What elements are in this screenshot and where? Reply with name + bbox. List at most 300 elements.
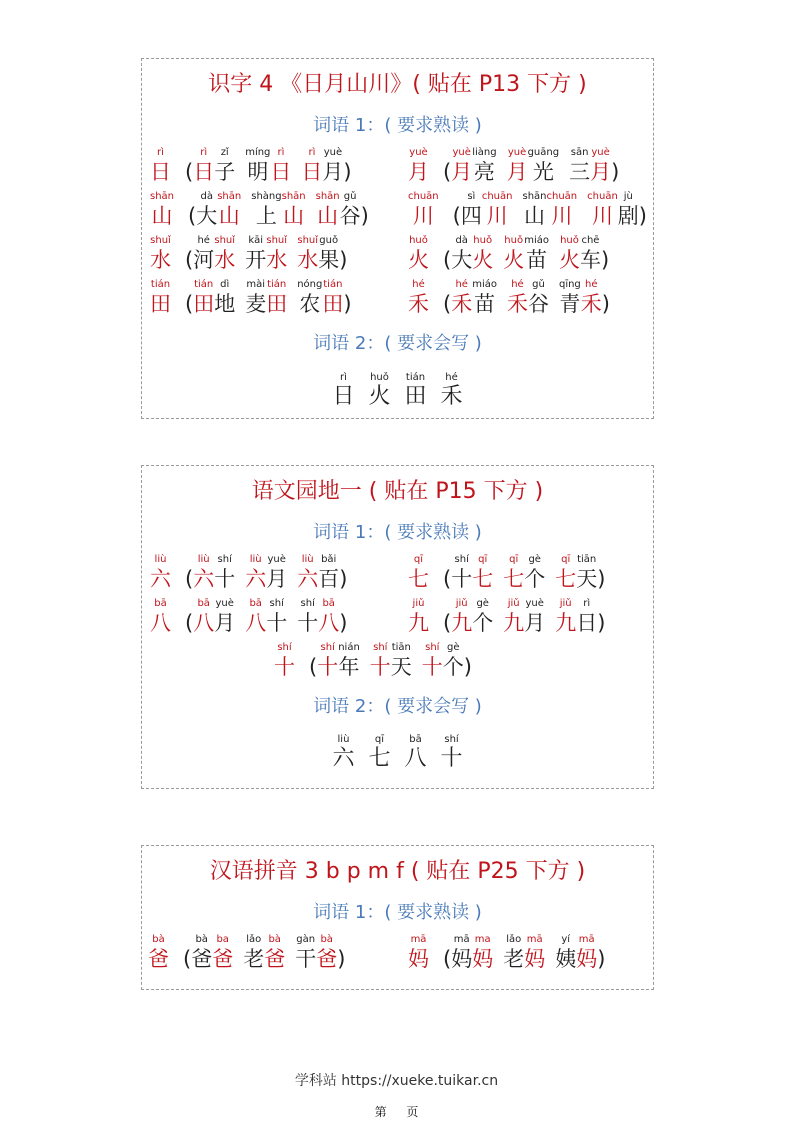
open-paren: ( [443, 947, 452, 971]
close-paren: ) [339, 567, 348, 591]
entry-head-char [274, 642, 295, 680]
hanzi: 天 [390, 655, 412, 679]
page-number-label: 第 页 [374, 1105, 419, 1119]
hanzi: 七 [368, 746, 391, 771]
word-char [214, 279, 235, 317]
hanzi: 天 [576, 567, 598, 591]
close-paren: ) [597, 611, 606, 635]
pinyin: qī [561, 554, 571, 565]
word-char [322, 147, 343, 185]
entry-head-char [148, 934, 169, 972]
hanzi: 明 [247, 160, 269, 184]
word-char [245, 598, 266, 636]
hanzi: 爸 [264, 947, 286, 971]
word-char [318, 235, 339, 273]
entry-head-char [150, 147, 171, 185]
hanzi: 日 [150, 160, 171, 184]
open-paren: ( [443, 611, 452, 635]
pinyin: yuè [452, 147, 471, 158]
write-char [332, 372, 354, 410]
vocab-entry [408, 191, 647, 229]
open-paren: ( [185, 292, 194, 316]
word-char [191, 934, 212, 972]
pinyin: rì [157, 147, 164, 158]
pinyin: yí [561, 934, 571, 945]
pinyin: shí [444, 734, 459, 745]
pinyin: bà [320, 934, 333, 945]
pinyin: mā [526, 934, 543, 945]
hanzi: 四 [460, 204, 482, 228]
word-char [581, 279, 602, 317]
hanzi: 月 [451, 160, 473, 184]
word-char [338, 642, 360, 680]
write-char [368, 372, 390, 410]
pinyin: qī [374, 734, 385, 745]
hanzi: 地 [214, 292, 236, 316]
vocab-entry [150, 235, 347, 273]
pinyin: yuè [507, 147, 527, 158]
pinyin: rì [277, 147, 285, 158]
hanzi: 河 [193, 248, 215, 272]
hanzi: 爸 [316, 947, 338, 971]
hanzi: 日 [332, 384, 355, 409]
hanzi: 大 [451, 248, 473, 272]
hanzi: 六 [150, 567, 171, 591]
pinyin: rì [340, 372, 347, 383]
word-char [472, 554, 493, 592]
pinyin: jù [623, 191, 633, 202]
word-char [297, 235, 318, 273]
card-1-title: 识字 4 《日月山川》( 贴在 P13 下方 ) [208, 72, 587, 97]
word-char [318, 598, 339, 636]
word-char [193, 235, 214, 273]
hanzi: 年 [338, 655, 360, 679]
word-char [559, 235, 580, 273]
word-char [503, 235, 524, 273]
word-char [214, 598, 235, 636]
pinyin: shàng [251, 191, 282, 202]
word-char [528, 279, 549, 317]
hanzi: 麦 [245, 292, 267, 316]
pinyin: guāng [527, 147, 560, 158]
word-char [214, 147, 235, 185]
pinyin: shí [300, 598, 315, 609]
vocab-entry [274, 642, 472, 680]
hanzi: 六 [332, 746, 355, 771]
word-char [507, 279, 528, 317]
pinyin: yuè [267, 554, 286, 565]
pinyin: liù [301, 554, 314, 565]
hanzi: 月 [322, 160, 344, 184]
word-char [266, 279, 287, 317]
open-paren: ( [452, 204, 461, 228]
close-paren: ) [343, 292, 352, 316]
card-3 [141, 845, 654, 990]
hanzi: 大 [196, 204, 218, 228]
hanzi: 妈 [408, 947, 429, 971]
pinyin: rì [200, 147, 208, 158]
word-char [196, 191, 217, 229]
pinyin: ba [216, 934, 229, 945]
card-1-subheading-read: 词语 1：( 要求熟读 ) [313, 115, 482, 136]
pinyin: tián [323, 279, 343, 290]
hanzi: 光 [532, 160, 554, 184]
word-char [461, 191, 482, 229]
card-2-subheading-write: 词语 2：( 要求会写 ) [313, 696, 482, 717]
pinyin: gè [447, 642, 460, 653]
card-2-write-chars [142, 734, 653, 772]
pinyin: gè [528, 554, 541, 565]
hanzi: 七 [555, 567, 577, 591]
hanzi: 苗 [474, 292, 496, 316]
pinyin: shí [425, 642, 440, 653]
hanzi: 十 [451, 567, 473, 591]
word-char [193, 554, 214, 592]
word-char [316, 191, 340, 229]
word-char [472, 235, 493, 273]
hanzi: 月 [590, 160, 612, 184]
pinyin: gè [476, 598, 489, 609]
pinyin: liù [154, 554, 167, 565]
vocab-entry [408, 147, 619, 185]
word-char [270, 147, 291, 185]
open-paren: ( [188, 204, 197, 228]
hanzi: 九 [451, 611, 473, 635]
hanzi: 八 [150, 611, 171, 635]
word-char [472, 934, 493, 972]
pinyin: miáo [524, 235, 549, 246]
pinyin: chuān [587, 191, 618, 202]
entry-head-char [408, 147, 429, 185]
hanzi: 山 [151, 204, 173, 228]
entry-head-char [408, 279, 429, 317]
word-char [322, 279, 343, 317]
word-char [443, 642, 464, 680]
hanzi: 亮 [473, 160, 495, 184]
vocab-entry [150, 279, 352, 317]
pinyin: sān [570, 147, 589, 158]
hanzi: 水 [150, 248, 171, 272]
hanzi: 爸 [191, 947, 213, 971]
open-paren: ( [443, 567, 452, 591]
open-paren: ( [183, 947, 192, 971]
write-char [405, 372, 427, 410]
word-char [264, 934, 285, 972]
pinyin: mā [410, 934, 427, 945]
pinyin: tiān [391, 642, 411, 653]
pinyin: mā [453, 934, 470, 945]
hanzi: 月 [524, 611, 546, 635]
card-2-subheading-read: 词语 1：( 要求熟读 ) [313, 522, 482, 543]
pinyin: liàng [472, 147, 497, 158]
word-char [317, 642, 338, 680]
word-char [576, 554, 597, 592]
pinyin: jiǔ [507, 598, 520, 609]
word-char [193, 279, 214, 317]
vocab-entry [150, 147, 352, 185]
hanzi: 爸 [148, 947, 169, 971]
hanzi: 月 [214, 611, 236, 635]
pinyin: shuǐ [266, 235, 288, 246]
pinyin: gǔ [532, 279, 545, 290]
pinyin: bǎi [321, 554, 337, 565]
pinyin: shí [217, 554, 232, 565]
hanzi: 川 [591, 204, 613, 228]
pinyin: hé [412, 279, 425, 290]
hanzi: 禾 [580, 292, 602, 316]
close-paren: ) [337, 947, 346, 971]
word-char [251, 191, 281, 229]
hanzi: 三 [569, 160, 591, 184]
word-char [214, 235, 235, 273]
hanzi: 火 [368, 384, 391, 409]
pinyin: huǒ [370, 372, 389, 383]
hanzi: 田 [404, 384, 427, 409]
pinyin: liù [197, 554, 210, 565]
close-paren: ) [597, 947, 606, 971]
hanzi: 山 [317, 204, 339, 228]
pinyin: bā [409, 734, 422, 745]
pinyin: chuān [408, 191, 439, 202]
vocab-entry [150, 598, 347, 636]
hanzi: 剧 [617, 204, 639, 228]
pinyin: hé [455, 279, 468, 290]
pinyin: tiān [577, 554, 597, 565]
pinyin: bà [195, 934, 208, 945]
word-char [245, 554, 266, 592]
pinyin: bā [249, 598, 262, 609]
entry-head-char [408, 598, 429, 636]
hanzi: 日 [270, 160, 292, 184]
pinyin: tián [194, 279, 214, 290]
hanzi: 谷 [527, 292, 549, 316]
hanzi: 农 [299, 292, 321, 316]
footer-source: 学科站 https://xueke.tuikar.cn [294, 1073, 499, 1089]
word-char [555, 598, 576, 636]
pinyin: shān [522, 191, 547, 202]
hanzi: 水 [297, 248, 319, 272]
pinyin: yuè [215, 598, 234, 609]
pinyin: shān [150, 191, 175, 202]
pinyin: mài [246, 279, 266, 290]
pinyin: gǔ [343, 191, 357, 202]
entry-head-char [408, 191, 439, 229]
pinyin: dì [220, 279, 230, 290]
pinyin: nóng [297, 279, 323, 290]
pinyin: shí [320, 642, 335, 653]
pinyin: huǒ [504, 235, 524, 246]
word-char [524, 554, 545, 592]
word-char [482, 191, 513, 229]
word-char [503, 554, 524, 592]
pinyin: lǎo [506, 934, 522, 945]
entry-head-char [150, 279, 171, 317]
pinyin: bà [268, 934, 281, 945]
word-char [507, 147, 528, 185]
hanzi: 月 [266, 567, 288, 591]
hanzi: 日 [576, 611, 598, 635]
hanzi: 干 [295, 947, 317, 971]
pinyin: mā [578, 934, 595, 945]
hanzi: 十 [266, 611, 288, 635]
word-char [587, 191, 618, 229]
hanzi: 谷 [339, 204, 361, 228]
word-char [266, 598, 287, 636]
hanzi: 山 [218, 204, 240, 228]
hanzi: 八 [404, 746, 427, 771]
entry-head-char [150, 235, 171, 273]
word-char [282, 191, 306, 229]
hanzi: 水 [214, 248, 236, 272]
word-char [370, 642, 391, 680]
hanzi: 月 [506, 160, 528, 184]
open-paren: ( [443, 248, 452, 272]
hanzi: 九 [555, 611, 577, 635]
word-char [297, 554, 318, 592]
hanzi: 田 [266, 292, 288, 316]
open-paren: ( [309, 655, 318, 679]
pinyin: hé [197, 235, 210, 246]
word-char [245, 279, 266, 317]
word-char [217, 191, 241, 229]
word-char [451, 279, 472, 317]
hanzi: 八 [193, 611, 215, 635]
pinyin: tián [405, 372, 426, 383]
open-paren: ( [443, 292, 452, 316]
open-paren: ( [185, 611, 194, 635]
hanzi: 十 [317, 655, 339, 679]
word-char [245, 235, 266, 273]
pinyin: tián [150, 279, 171, 290]
pinyin: rì [583, 598, 591, 609]
hanzi: 禾 [408, 292, 429, 316]
word-char [451, 934, 472, 972]
word-char [618, 191, 639, 229]
close-paren: ) [611, 160, 620, 184]
close-paren: ) [339, 248, 348, 272]
hanzi: 车 [579, 248, 601, 272]
pinyin: dà [200, 191, 213, 202]
hanzi: 妈 [472, 947, 494, 971]
hanzi: 禾 [440, 384, 463, 409]
pinyin: yuè [409, 147, 428, 158]
word-char [451, 235, 472, 273]
hanzi: 日 [193, 160, 215, 184]
word-char [297, 279, 322, 317]
pinyin: qī [509, 554, 519, 565]
pinyin: bā [154, 598, 167, 609]
open-paren: ( [443, 160, 452, 184]
word-char [576, 598, 597, 636]
hanzi: 妈 [451, 947, 473, 971]
pinyin: shān [281, 191, 306, 202]
hanzi: 六 [193, 567, 215, 591]
write-char [405, 734, 427, 772]
pinyin: nián [338, 642, 360, 653]
hanzi: 十 [214, 567, 236, 591]
hanzi: 六 [297, 567, 319, 591]
word-char [212, 934, 233, 972]
word-char [590, 147, 611, 185]
pinyin: liù [337, 734, 350, 745]
hanzi: 八 [318, 611, 340, 635]
hanzi: 九 [503, 611, 525, 635]
word-char [193, 147, 214, 185]
pinyin: dà [455, 235, 468, 246]
word-char [559, 279, 581, 317]
card-2-title: 语文园地一 ( 贴在 P15 下方 ) [251, 479, 544, 504]
entry-head-char [408, 934, 429, 972]
word-char [245, 147, 270, 185]
hanzi: 火 [558, 248, 580, 272]
card-3-subheading-read: 词语 1：( 要求熟读 ) [313, 902, 482, 923]
hanzi: 田 [322, 292, 344, 316]
word-char [297, 598, 318, 636]
hanzi: 火 [408, 248, 429, 272]
close-paren: ) [600, 248, 610, 272]
hanzi: 川 [551, 204, 573, 228]
pinyin: huǒ [409, 235, 428, 246]
write-char [368, 734, 390, 772]
card-1-subheading-write: 词语 2：( 要求会写 ) [313, 333, 482, 354]
pinyin: shí [277, 642, 292, 653]
hanzi: 山 [523, 204, 545, 228]
card-3-title: 汉语拼音 3 b p m f ( 贴在 P25 下方 ) [209, 859, 586, 884]
hanzi: 田 [193, 292, 215, 316]
vocab-entry [148, 934, 345, 972]
word-char [580, 235, 601, 273]
vocab-entry [408, 598, 605, 636]
hanzi: 爸 [212, 947, 234, 971]
card-1-write-chars [142, 372, 653, 410]
hanzi: 子 [214, 160, 236, 184]
pinyin: jiǔ [455, 598, 468, 609]
word-char [266, 554, 287, 592]
pinyin: zǐ [220, 147, 229, 158]
write-char [441, 372, 463, 410]
pinyin: bà [152, 934, 165, 945]
pinyin: shuǐ [297, 235, 319, 246]
close-paren: ) [339, 611, 348, 635]
word-char [547, 191, 578, 229]
pinyin: huǒ [473, 235, 493, 246]
pinyin: míng [245, 147, 271, 158]
hanzi: 开 [245, 248, 267, 272]
open-paren: ( [185, 248, 194, 272]
word-char [243, 934, 264, 972]
vocab-entry [408, 279, 610, 317]
pinyin: jiǔ [559, 598, 572, 609]
hanzi: 月 [408, 160, 429, 184]
word-char [503, 598, 524, 636]
card-2 [141, 465, 654, 789]
pinyin: yuè [525, 598, 544, 609]
hanzi: 川 [412, 204, 434, 228]
hanzi: 十 [440, 746, 463, 771]
hanzi: 水 [266, 248, 288, 272]
word-char [472, 147, 496, 185]
hanzi: 火 [503, 248, 525, 272]
hanzi: 火 [472, 248, 494, 272]
pinyin: bā [197, 598, 210, 609]
word-char [522, 191, 546, 229]
word-char [524, 934, 545, 972]
entry-head-char [150, 554, 171, 592]
hanzi: 百 [318, 567, 340, 591]
pinyin: shí [373, 642, 388, 653]
entry-head-char [150, 191, 174, 229]
close-paren: ) [360, 204, 369, 228]
